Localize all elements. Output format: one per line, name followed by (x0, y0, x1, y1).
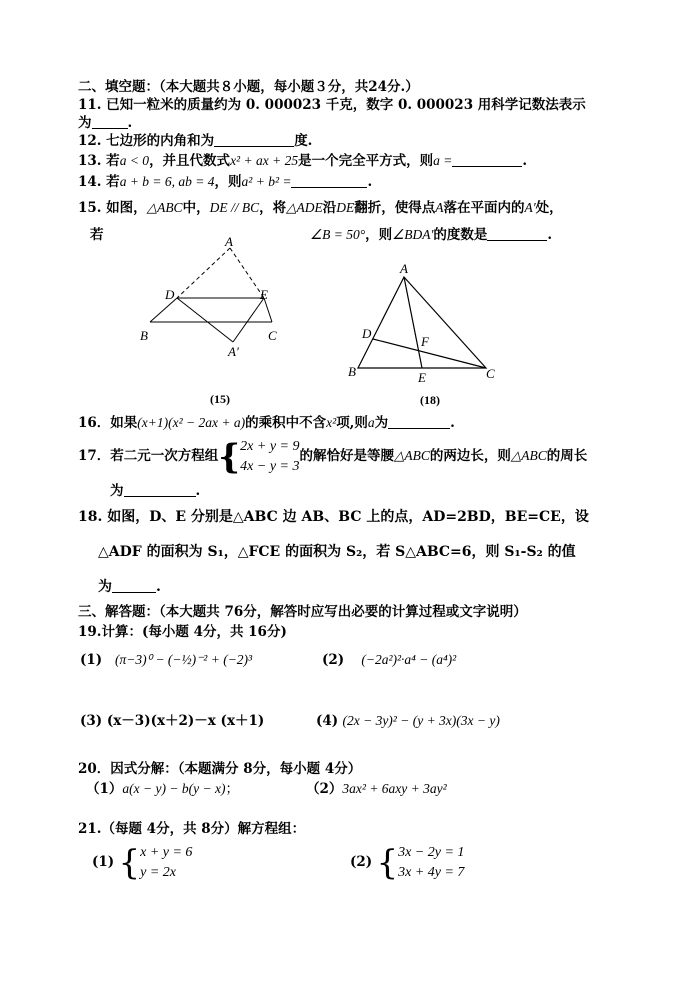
q20-1 (86, 780, 239, 798)
q12-end: 度. (294, 133, 313, 149)
q11-line2: 为 . (78, 115, 133, 131)
fig15-label-e: E (260, 287, 268, 302)
q15-mid1: 中， (182, 200, 210, 216)
q21-title: 21.（每题 4分，共 8分）解方程组： (78, 821, 306, 837)
fig15-label-b: B (140, 328, 148, 343)
figure-18 (340, 260, 510, 390)
q20-2-expr: 3ax² + 6axy + 3ay² (342, 781, 447, 796)
q17-brace: { (218, 436, 241, 477)
q19-4-expr: (2x − 3y)² − (y + 3x)(3x − y) (342, 713, 500, 728)
q17-triangle: △ABC (394, 448, 430, 463)
q15-line2-pre: 若 (90, 227, 104, 243)
fig15-label-d: D (165, 287, 175, 302)
q15-mid: ，则 (365, 227, 393, 243)
q13-var: a = (433, 153, 453, 168)
q14-blank (291, 173, 367, 188)
q15-end: 处， (535, 200, 563, 216)
q12-blank (214, 132, 294, 147)
q12-text: 12. 七边形的内角和为 (78, 133, 215, 149)
q19-4-num: (4) (316, 713, 339, 729)
q19-title: 19.计算：(每小题 4分，共 16分) (78, 624, 287, 640)
q14: 14. 若a + b = 6, ab = 4，则a² + b² = . (78, 174, 373, 190)
q15-t6: A′ (524, 200, 536, 215)
q13-mid: ，并且代数式 (149, 153, 231, 169)
q15-mid4: 翻折，使得点 (354, 200, 436, 216)
q20-title: 20．因式分解：（本题满分 8分，每小题 4分） (78, 761, 362, 777)
q21-1 (92, 842, 192, 883)
q21-1-eq2: y = 2x (140, 864, 176, 880)
q13-pre: 13. 若 (78, 153, 120, 169)
q18-line1: 18. 如图，D、E 分别是△ABC 边 AB、BC 上的点，AD=2BD，BE=CE，设 (78, 509, 589, 525)
q13-cond: a < 0 (119, 153, 150, 168)
q14-expr: a + b = 6, ab = 4 (119, 174, 215, 189)
q17-eq1: 2x + y = 9 (240, 438, 300, 454)
q17 (78, 436, 587, 477)
fig18-label-d: D (362, 326, 372, 341)
q15-blank (487, 226, 547, 241)
q19-1 (80, 651, 252, 669)
q12 (78, 132, 312, 150)
q20-1-expr: a(x − y) − b(y − x) (122, 781, 226, 796)
q11-blank (92, 114, 128, 129)
q16: 16．如果(x+1)(x² − 2ax + a)的乘积中不含x²项,则a为 . (78, 415, 455, 431)
q15-t3: △ADE (286, 200, 323, 215)
fig18-label-b: B (348, 364, 356, 379)
fig15-label-a: A (225, 234, 233, 249)
q19-4 (316, 712, 500, 730)
q21-1-system (140, 843, 192, 883)
q16-mid: 的乘积中不含 (245, 415, 327, 431)
q21-2-eq2: 3x + 4y = 7 (398, 864, 465, 880)
q19-3-expr: (x－3)(x＋2)－x (x＋1) (106, 713, 265, 729)
q19-2-num: (2) (322, 652, 345, 668)
fig18-label-f: F (421, 334, 429, 349)
q21-2 (350, 842, 464, 883)
q11-line1: 11. 已知一粒米的质量约为 0. 000023 千克，数字 0. 000023 用科学记数法表示 (78, 97, 586, 113)
q21-1-eq1: x + y = 6 (140, 844, 193, 860)
q15-mid2: ，将 (259, 200, 287, 216)
fig15-label-a-prime: A′ (228, 344, 239, 359)
q21-1-brace: { (118, 842, 141, 883)
q19-1-expr: (π−3)⁰ − (−½)⁻² + (−2)³ (115, 652, 253, 667)
q14-pre: 14. 若 (78, 174, 120, 190)
q17-end: 的周长 (546, 448, 588, 464)
q18-line2: △ADF 的面积为 S₁，△FCE 的面积为 S₂，若 S△ABC=6，则 S₁-S₂ 的值 (98, 544, 576, 560)
q20-1-num: （1） (86, 781, 123, 797)
q15-t5: A (435, 200, 444, 215)
q14-mid: ，则 (214, 174, 242, 190)
q16-expr: (x+1)(x² − 2ax + a) (137, 415, 246, 430)
q20-1-end: ； (225, 781, 239, 797)
q21-1-num: (1) (92, 854, 115, 870)
q19-1-num: (1) (80, 652, 103, 668)
q15-line1 (78, 199, 563, 217)
q21-2-num: (2) (350, 854, 373, 870)
q16-pre: 16．如果 (78, 415, 138, 431)
q16-post: 项,则 (336, 415, 368, 431)
q18-line3: 为 . (98, 579, 161, 595)
q20-2-num: （2） (306, 781, 343, 797)
q15-angle-b: ∠B = 50° (310, 227, 366, 242)
q17-post: 的解恰好是等腰 (299, 448, 394, 464)
q17-label: 为 (110, 483, 124, 499)
q17-eq2: 4x − y = 3 (240, 458, 300, 474)
q16-a: a (367, 415, 375, 430)
q19-3 (80, 712, 264, 730)
q16-x2: x² (326, 415, 337, 430)
q15-t1: △ABC (146, 200, 183, 215)
q13-blank (452, 152, 522, 167)
q17-post2: 的两边长，则 (429, 448, 511, 464)
q17-blank (124, 482, 196, 497)
q21-2-eq1: 3x − 2y = 1 (398, 844, 465, 860)
fig18-caption: (18) (420, 393, 440, 407)
q18-blank (112, 578, 156, 593)
fig18-label-c: C (486, 366, 495, 381)
q15-end2: 的度数是 (433, 227, 488, 243)
q15-mid5: 落在平面内的 (443, 200, 525, 216)
q16-blank (388, 414, 450, 429)
q13-post: 是一个完全平方式，则 (298, 153, 434, 169)
fig15-label-c: C (268, 328, 277, 343)
q19-2 (322, 651, 456, 669)
q15-pre: 15. 如图， (78, 200, 147, 216)
q19-2-expr: (−2a²)²·a⁴ − (a⁴)² (361, 652, 457, 667)
fig18-label-e: E (418, 370, 426, 385)
q15-mid3: 沿 (322, 200, 337, 216)
section-3-title: 三、解答题：（本大题共 76分，解答时应写出必要的计算过程或文字说明） (78, 604, 527, 620)
q15-t2: DE // BC (209, 200, 260, 215)
q17-triangle2: △ABC (510, 448, 547, 463)
q16-end: 为 (374, 415, 389, 431)
q15-line2: ∠B = 50°，则∠BDA′的度数是 . (310, 227, 553, 243)
q13-expr: x² + ax + 25 (230, 153, 299, 168)
q14-expr2: a² + b² = (241, 174, 292, 189)
q20-2 (306, 780, 447, 798)
fig18-label-a: A (400, 261, 408, 276)
fig15-caption: (15) (210, 392, 230, 406)
q21-2-system (398, 843, 464, 883)
q15-t4: DE (336, 200, 355, 215)
q18-label: 为 (98, 579, 112, 595)
q17-system (240, 437, 299, 477)
q13: 13. 若a < 0，并且代数式x² + ax + 25是一个完全平方式，则a = . (78, 153, 528, 169)
q19-3-num: (3) (80, 713, 103, 729)
q21-2-brace: { (376, 842, 399, 883)
q17-pre: 17．若二元一次方程组 (78, 448, 219, 464)
q17-line2: 为 . (110, 483, 201, 499)
figure-15 (135, 232, 285, 362)
q11-label: 为 (78, 115, 92, 131)
q15-angle-bda: ∠BDA′ (392, 227, 434, 242)
section-2-title: 二、填空题：（本大题共８小题，每小题３分，共24分.） (78, 79, 419, 95)
